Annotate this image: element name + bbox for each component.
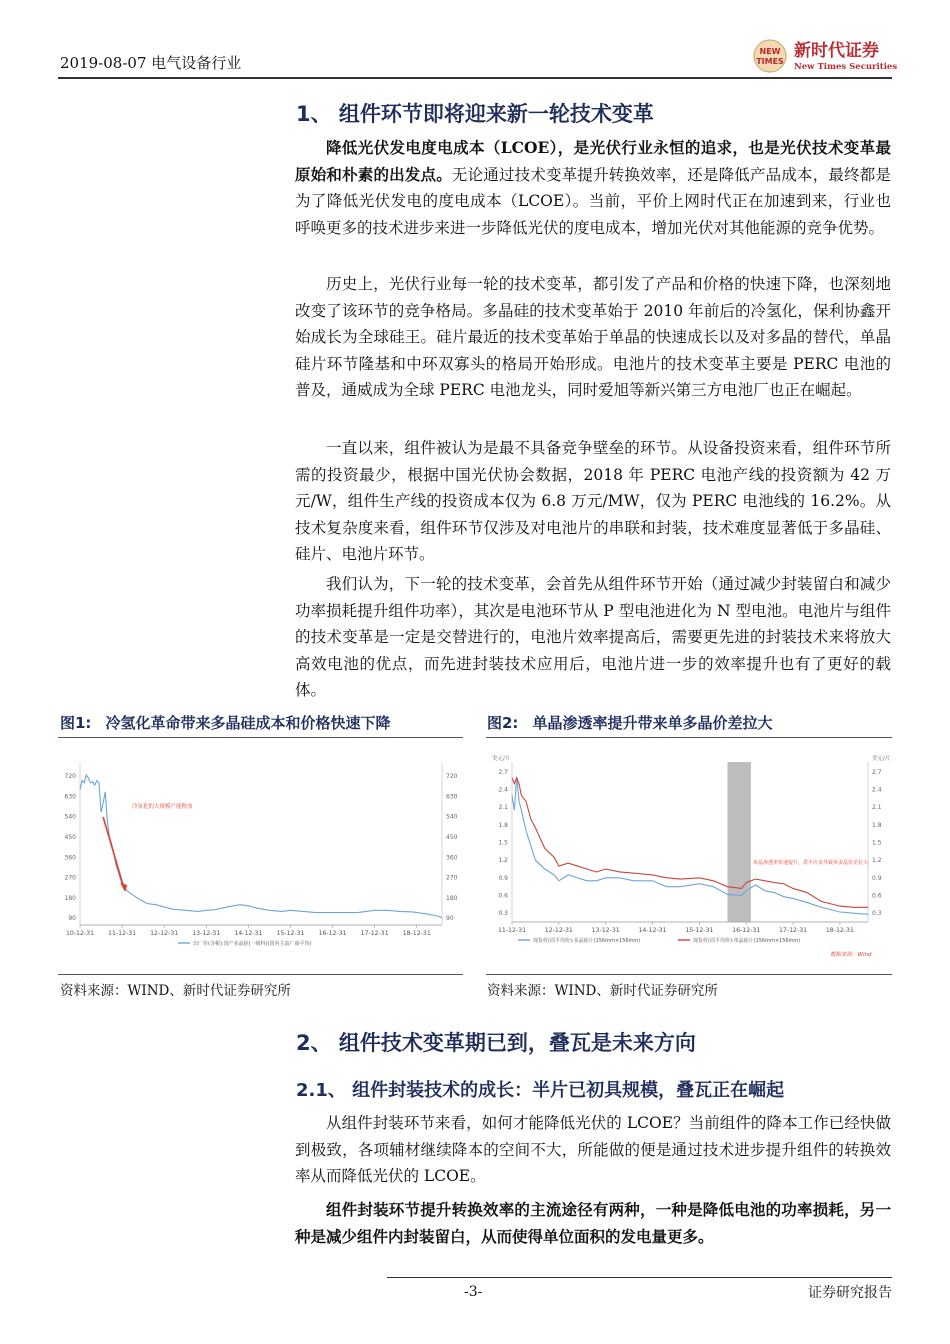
series-line xyxy=(512,778,868,915)
y-tick-label-left: 0.3 xyxy=(498,910,508,918)
y-tick-label-left: 1.2 xyxy=(498,857,508,865)
section1-paragraph-4: 我们认为，下一轮的技术变革，会首先从组件环节开始（通过减少封装留白和减少功率损耗提升组件功率），其次是电池环节从 P 型电池进化为 N 型电池。电池片与组件的技术变革是一定是交替进行的，电池片效率提高后，需要更先进的封装技术来将放大高效电池的优点，而先进封装技术应用后，电池片进一步的效率提升也有了更好的载体。 xyxy=(295,575,891,700)
figure2-title-text: 单晶渗透率提升带来单多晶价差拉大 xyxy=(532,714,773,732)
figure2-top-rule xyxy=(486,737,892,738)
annotation-arrow-line xyxy=(103,817,124,889)
legend-label: 出厂价(含税):国产多晶硅(一级料)(国内主流厂商平均) xyxy=(193,941,312,947)
section1-paragraph-3: 一直以来，组件被认为是最不具备竞争壁垒的环节。从设备投资来看，组件环节所需的投资最少，根据中国光伏协会数据，2018 年 PERC 电池产线的投资额为 42 万元/W，组件生产线的投资成本仅为 6.8 万元/MW，仅为 PERC 电池线的 16.2%。从技术复杂度来看，组件环节仅涉及对电池片的串联和封装，技术难度显著低于多晶硅、硅片、电池片环节。 xyxy=(295,439,891,564)
figure2-source: 资料来源：WIND、新时代证券研究所 xyxy=(487,983,718,999)
annotation-text: 冷氢化的大规模产能释放 xyxy=(132,804,193,810)
figure1-bottom-rule xyxy=(58,974,463,975)
section2-p2-bold: 组件封装环节提升转换效率的主流途径有两种，一种是降低电池的功率损耗，另一种是减少组件内封装留白，从而使得单位面积的发电量更多。 xyxy=(295,1200,891,1246)
series-line xyxy=(512,778,868,908)
x-tick-label: 18-12-31 xyxy=(825,927,854,934)
x-tick-label: 17-12-31 xyxy=(779,927,808,934)
y-axis-label-left: 美元/片 xyxy=(492,756,511,762)
x-tick-label: 13-12-31 xyxy=(192,930,221,937)
y-tick-label-right: 360 xyxy=(446,854,458,862)
x-tick-label: 15-12-31 xyxy=(685,927,714,934)
x-tick-label: 18-12-31 xyxy=(402,930,431,937)
section2-paragraph-2 xyxy=(295,1197,891,1250)
x-tick-label: 17-12-31 xyxy=(360,930,389,937)
section1-paragraph-1 xyxy=(295,135,891,241)
company-logo xyxy=(752,38,902,74)
y-tick-label-right: 1.8 xyxy=(872,821,882,829)
y-tick-label-left: 360 xyxy=(64,854,76,862)
y-tick-label-left: 450 xyxy=(64,833,76,841)
y-tick-label-right: 450 xyxy=(446,833,458,841)
y-tick-label-left: 1.8 xyxy=(498,821,508,829)
figure2-chart-svg xyxy=(488,752,890,962)
figure1-number: 图1: xyxy=(60,714,92,732)
figure2-bottom-rule xyxy=(486,974,892,975)
figure1-title-text: 冷氢化革命带来多晶硅成本和价格快速下降 xyxy=(105,714,391,732)
section2-title: 2、 组件技术变革期已到，叠瓦是未来方向 xyxy=(296,1031,696,1055)
footer-report-label: 证券研究报告 xyxy=(808,1285,892,1301)
x-tick-label: 12-12-31 xyxy=(150,930,179,937)
figure1-title xyxy=(60,712,390,733)
annotation-arrow-head xyxy=(120,883,127,892)
y-tick-label-right: 2.7 xyxy=(872,768,882,776)
y-tick-label-left: 2.4 xyxy=(498,786,508,794)
y-tick-label-left: 720 xyxy=(64,773,76,781)
legend-label: 现货价(周平均价):多晶硅片(156mm×156mm) xyxy=(533,938,641,944)
section1-paragraph-2: 历史上，光伏行业每一轮的技术变革，都引发了产品和价格的快速下降，也深刻地改变了该环节的竞争格局。多晶硅的技术变革始于 2010 年前后的冷氢化，保利协鑫开始成长为全球硅王。硅片最近的技术变革始于单晶的快速成长以及对多晶的替代，单晶硅片环节隆基和中环双寡头的格局开始形成。电池片的技术变革主要是 PERC 电池的普及，通威成为全球 PERC 电池龙头，同时爱旭等新兴第三方电池厂也正在崛起。 xyxy=(295,275,891,400)
y-tick-label-right: 1.2 xyxy=(872,857,882,865)
y-tick-label-right: 1.5 xyxy=(872,839,882,847)
x-tick-label: 14-12-31 xyxy=(638,927,667,934)
y-tick-label-right: 720 xyxy=(446,773,458,781)
y-axis-label-right: 美元/片 xyxy=(872,756,890,762)
y-tick-label-left: 0.9 xyxy=(498,874,508,882)
figure1-chart xyxy=(60,745,462,967)
section2-1-title: 2.1、 组件封装技术的成长：半片已初具规模，叠瓦正在崛起 xyxy=(296,1080,785,1101)
y-tick-label-left: 2.1 xyxy=(498,804,508,812)
figure2-number: 图2: xyxy=(487,714,519,732)
y-tick-label-right: 180 xyxy=(446,894,458,902)
logo-mark-line1: NEW xyxy=(759,47,781,56)
y-tick-label-left: 180 xyxy=(64,894,76,902)
logo-cn-text: 新时代证券 xyxy=(794,41,879,61)
y-tick-label-left: 90 xyxy=(68,915,76,923)
section1-p1-rest: 无论通过技术变革提升转换效率，还是降低产品成本，最终都是为了降低光伏发电的度电成本（LCOE）。当前，平价上网时代正在加速到来，行业也呼唤更多的技术进步来进一步降低光伏的度电成本，增加光伏对其他能源的竞争优势。 xyxy=(295,165,891,237)
logo-en-text: New Times Securities xyxy=(794,62,898,72)
y-tick-label-left: 0.6 xyxy=(498,892,508,900)
footer-page-number: -3- xyxy=(464,1284,483,1300)
series-line xyxy=(80,775,442,918)
section2-paragraph-1: 从组件封装环节来看，如何才能降低光伏的 LCOE？当前组件的降本工作已经快做到极致，各项辅材继续降本的空间不大，所能做的便是通过技术进步提升组件的转换效率从而降低光伏的 LCOE。 xyxy=(295,1114,891,1186)
logo-mark-line2: TIMES xyxy=(756,57,784,66)
y-tick-label-left: 540 xyxy=(64,813,76,821)
y-tick-label-right: 0.6 xyxy=(872,892,882,900)
x-tick-label: 14-12-31 xyxy=(234,930,263,937)
y-tick-label-right: 2.4 xyxy=(872,786,882,794)
x-tick-label: 15-12-31 xyxy=(276,930,305,937)
y-tick-label-left: 2.7 xyxy=(498,768,508,776)
y-tick-label-right: 2.1 xyxy=(872,804,882,812)
y-tick-label-right: 90 xyxy=(446,915,454,923)
y-tick-label-right: 540 xyxy=(446,813,458,821)
y-tick-label-right: 0.3 xyxy=(872,910,882,918)
section1-p1-bold: 降低光伏发电度电成本（LCOE），是光伏行业永恒的追求，也是光伏技术变革最原始和朴素的出发点。 xyxy=(295,138,891,184)
y-tick-label-left: 270 xyxy=(64,874,76,882)
x-tick-label: 12-12-31 xyxy=(544,927,573,934)
figure1-chart-svg xyxy=(60,745,462,967)
x-tick-label: 13-12-31 xyxy=(591,927,620,934)
y-tick-label-right: 630 xyxy=(446,793,458,801)
section1-title: 1、 组件环节即将迎来新一轮技术变革 xyxy=(296,102,654,126)
y-tick-label-right: 0.9 xyxy=(872,874,882,882)
figure1-source: 资料来源：WIND、新时代证券研究所 xyxy=(60,983,291,999)
footer-divider xyxy=(387,1277,892,1278)
x-tick-label: 11-12-31 xyxy=(497,927,527,934)
header-divider xyxy=(58,77,892,79)
figure2-chart xyxy=(488,752,890,962)
y-tick-label-left: 1.5 xyxy=(498,839,508,847)
annotation-text: 单晶渗透率快速提升，供不应求导致单多晶价差拉大 xyxy=(753,860,869,866)
legend-label: 现货价(周平均价):单晶硅片(156mm×156mm) xyxy=(693,938,801,944)
figure2-title xyxy=(487,712,772,733)
shaded-period-band xyxy=(727,762,750,922)
data-source-note: 数据来源：Wind xyxy=(830,952,872,958)
header-date-industry: 2019-08-07 电气设备行业 xyxy=(60,54,242,72)
figure1-top-rule xyxy=(58,737,463,738)
x-tick-label: 16-12-31 xyxy=(732,927,761,934)
x-tick-label: 11-12-31 xyxy=(108,930,137,937)
x-tick-label: 16-12-31 xyxy=(318,930,347,937)
x-tick-label: 10-12-31 xyxy=(65,930,95,937)
y-tick-label-right: 270 xyxy=(446,874,458,882)
y-tick-label-left: 630 xyxy=(64,793,76,801)
